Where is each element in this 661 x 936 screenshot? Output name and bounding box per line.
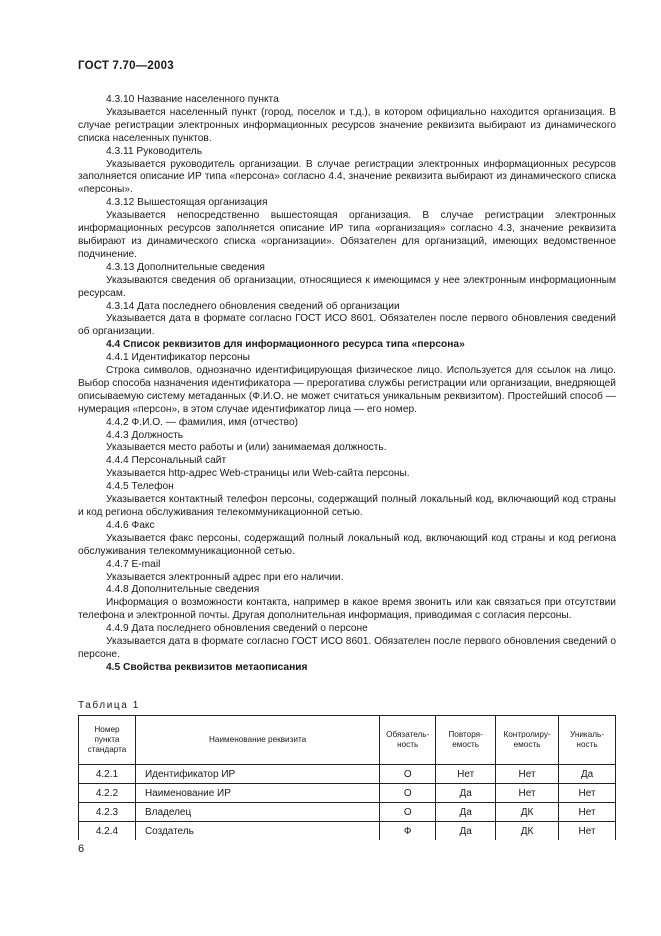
table-cell: 4.2.4	[79, 822, 136, 841]
table-cell: Наименование ИР	[135, 784, 379, 803]
paragraph: 4.4.2 Ф.И.О. — фамилия, имя (отчество)	[106, 416, 299, 428]
paragraph: Указывается http-адрес Web-страницы или Web-сайта персоны.	[106, 468, 410, 480]
properties-table	[78, 715, 616, 840]
paragraph: Указывается контактный телефон персоны, содержащий полный локальный код, включающий код страны и код региона обслуживания телекоммуникационной сетью.	[78, 494, 616, 518]
paragraph: Указывается непосредственно вышестоящая организация. В случае регистрации электронных информационных ресурсов заполняется описание ИР типа «организация» согласно 4.3, значение реквизита выбирают из динамического списка «организации». Обязателен для организаций, имеющих ведомственное подчинение.	[78, 210, 616, 260]
table-cell: 4.2.2	[79, 784, 136, 803]
paragraph: 4.4.3 Должность	[106, 429, 184, 441]
table-cell: О	[380, 784, 436, 803]
table-row	[79, 765, 616, 784]
header-cell: Повторя-емость	[436, 716, 496, 765]
paragraph: 4.3.11 Руководитель	[106, 145, 203, 157]
table-cell: 4.2.3	[79, 803, 136, 822]
paragraph: 4.4.6 Факс	[106, 519, 155, 531]
paragraph: Указывается дата в формате согласно ГОСТ ИСО 8601. Обязателен после первого обновления сведений об организации.	[78, 313, 616, 338]
table-cell: Нет	[559, 784, 616, 803]
header-cell: Обязатель-ность	[380, 716, 436, 765]
table-cell: Да	[436, 822, 496, 841]
paragraph: Указывается населенный пункт (город, поселок и т.д.), в котором официально находится организация. В случае регистрации электронных информационных ресурсов значение реквизита выбирают из динамического списка населенных пунктов.	[78, 106, 616, 144]
paragraph: Указывается дата в формате согласно ГОСТ ИСО 8601. Обязателен после первого обновления сведений о персоне.	[78, 636, 616, 660]
table-cell: Нет	[559, 803, 616, 822]
table-cell: Идентификатор ИР	[135, 765, 379, 784]
table-cell: Нет	[496, 784, 559, 803]
table-cell: ДК	[496, 803, 559, 822]
table-cell: Да	[436, 803, 496, 822]
header-cell: Контролиру-емость	[496, 716, 559, 765]
table-cell: Нет	[559, 822, 616, 841]
paragraph: Указывается руководитель организации. В случае регистрации электронных информационных ресурсов заполняется описание ИР типа «персона» согласно 4.4, значение реквизита выбирают из динамического списка «персоны».	[78, 158, 616, 196]
table-cell: Нет	[496, 765, 559, 784]
table-cell: Владелец	[135, 803, 379, 822]
page-number: 6	[78, 843, 85, 855]
paragraph: 4.3.13 Дополнительные сведения	[106, 261, 265, 273]
document-header: ГОСТ 7.70—2003	[78, 60, 174, 72]
paragraph: 4.4.4 Персональный сайт	[106, 455, 227, 467]
table-row	[79, 784, 616, 803]
paragraph: 4.3.12 Вышестоящая организация	[106, 197, 268, 209]
paragraph: Информация о возможности контакта, например в какое время звонить или как связаться при отсутствии телефона и электронной почты. Другая дополнительная информация, приводимая с согласия персоны.	[78, 597, 616, 622]
paragraph: 4.4.7 E-mail	[106, 558, 161, 570]
table-cell: Ф	[380, 822, 436, 841]
table-row	[79, 822, 616, 841]
paragraph: Указываются сведения об организации, относящиеся к имеющимся у нее электронным информационным ресурсам.	[78, 274, 616, 299]
paragraph: 4.4.5 Телефон	[106, 481, 174, 493]
paragraph: Строка символов, однозначно идентифицирующая физическое лицо. Используется для ссылок на лицо. Выбор способа назначения идентификатора — прерогатива службы регистрации или организации, внедряющей описываемую систему метаданных (Ф.И.О. не может считаться уникальным реквизитом). Простейший способ — нумерация «персон», в этом случае идентификатор лица — его номер.	[78, 365, 616, 415]
paragraph: 4.3.14 Дата последнего обновления сведений об организации	[106, 300, 400, 312]
section-heading: 4.5 Свойства реквизитов метаописания	[106, 661, 308, 673]
paragraph: Указывается место работы и (или) занимаемая должность.	[106, 442, 387, 454]
header-cell: Уникаль-ность	[559, 716, 616, 765]
table-cell: Нет	[436, 765, 496, 784]
table-caption: Таблица 1	[78, 700, 140, 711]
table-cell: О	[380, 765, 436, 784]
header-cell: Номер пункта стандарта	[79, 716, 136, 765]
table-cell: 4.2.1	[79, 765, 136, 784]
header-cell: Наименование реквизита	[135, 716, 379, 765]
paragraph: 4.4.1 Идентификатор персоны	[106, 352, 250, 364]
paragraph: Указывается электронный адрес при его наличии.	[106, 571, 344, 583]
table-cell: ДК	[496, 822, 559, 841]
paragraph: 4.3.10 Название населенного пункта	[106, 94, 279, 105]
table-header-row	[79, 716, 616, 765]
table-cell: Да	[559, 765, 616, 784]
table-row	[79, 803, 616, 822]
table-cell: Да	[436, 784, 496, 803]
section-heading: 4.4 Список реквизитов для информационного ресурса типа «персона»	[106, 339, 465, 351]
paragraph: Указывается факс персоны, содержащий полный локальный код, включающий код страны и код региона обслуживания телекоммуникационной сетью.	[78, 532, 616, 557]
table-cell: О	[380, 803, 436, 822]
document-body	[78, 94, 616, 675]
paragraph: 4.4.8 Дополнительные сведения	[106, 584, 260, 596]
paragraph: 4.4.9 Дата последнего обновления сведений о персоне	[106, 623, 368, 635]
table-cell: Создатель	[135, 822, 379, 841]
